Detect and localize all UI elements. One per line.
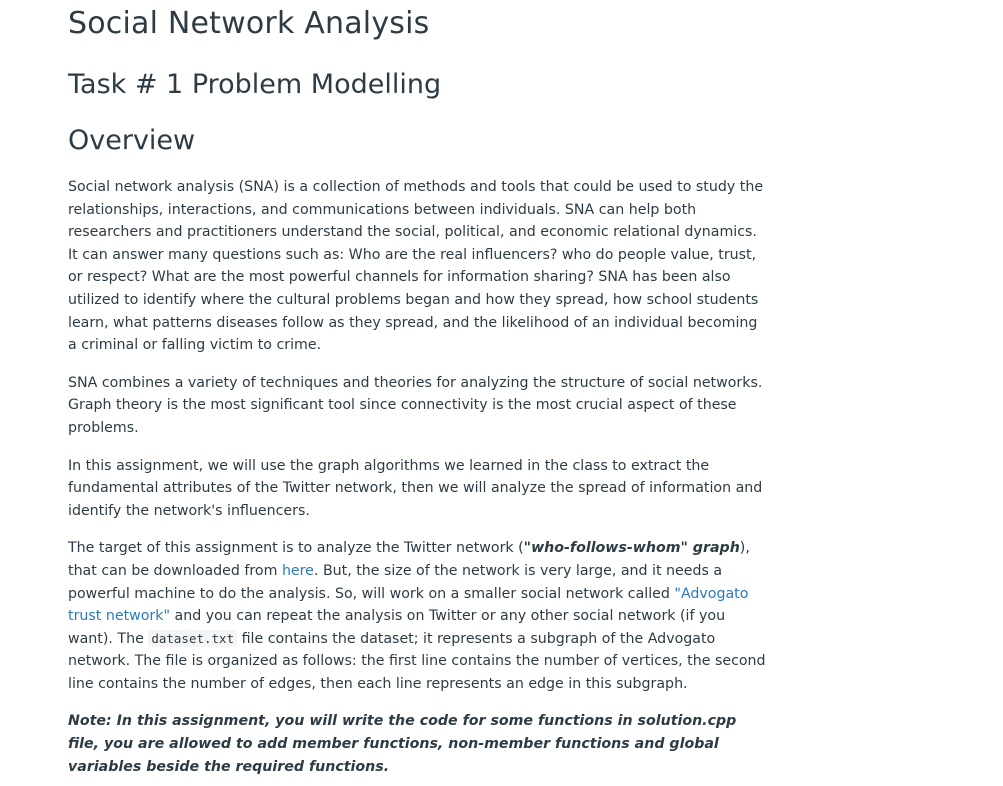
target-text-5: file contains the dataset; it represents a subgraph of the Advogato network. The file is organized as follows: the first line contains the number of vertices, the second line contains the number of edges, then each line represents an edge in this subgraph. [68,630,766,692]
target-text-4: and you can repeat the analysis on Twitter or any other social network (if you want). The [68,608,726,647]
here-link[interactable]: here [281,562,314,579]
page-title: Social Network Analysis [68,6,430,41]
paragraph-techniques: SNA combines a variety of techniques and theories for analyzing the structure of social networks. Graph theory is the most significant tool since connectivity is the most crucial aspect of these problems. [68,374,763,436]
overview-heading: Overview [68,125,196,156]
content [68,0,768,778]
target-text-1: The target of this assignment is to analyze the Twitter network ( [68,540,524,557]
paragraph-intro: Social network analysis (SNA) is a collection of methods and tools that could be used to study the relationships, interactions, and communications between individuals. SNA can help both researchers and practitioners understand the social, political, and economic relational dynamics. It can answer many questions such as: Who are the real influencers? who do people value, trust, or respect? What are the most powerful channels for information sharing? SNA has been also utilized to identify where the cultural problems began and how they spread, how school students learn, what patterns diseases follow as they spread, and the likelihood of an individual becoming a criminal or falling victim to crime. [68,179,764,354]
dataset-filename-code: dataset.txt [148,630,237,647]
paragraph-target [68,537,768,695]
task-heading: Task # 1 Problem Modelling [68,69,442,100]
note-paragraph: Note: In this assignment, you will write the code for some functions in solution.cpp file, you are allowed to add member functions, non-member functions and global variables beside the required functions. [68,713,737,775]
target-text-3: . But, the size of the network is very large, and it needs a powerful machine to do the analysis. So, will work on a smaller social network called [68,562,723,602]
target-text-2: ), that can be downloaded from [68,540,750,579]
who-follows-whom-emphasis: "who-follows-whom" graph [523,540,740,557]
advogato-link[interactable]: "Advogato trust network" [68,585,749,625]
paragraph-assignment: In this assignment, we will use the graph algorithms we learned in the class to extract the fundamental attributes of the Twitter network, then we will analyze the spread of information and identify the network's influencers. [68,457,763,519]
